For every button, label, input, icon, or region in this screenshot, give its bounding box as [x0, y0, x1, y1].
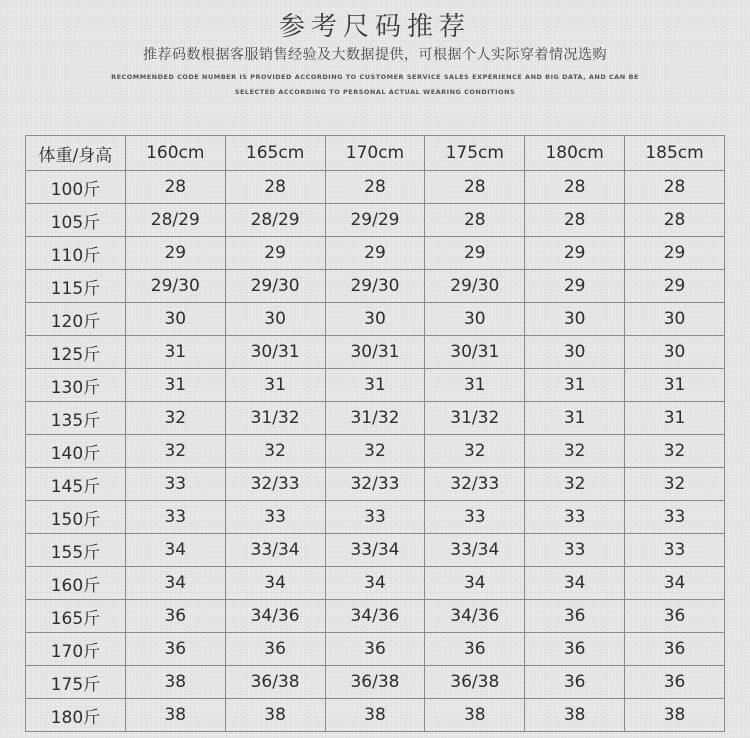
- size-cell: 32/33: [225, 468, 325, 501]
- size-cell: 29: [525, 270, 625, 303]
- weight-cell: 130斤: [26, 369, 126, 402]
- size-cell: 32: [625, 468, 725, 501]
- weight-cell: 170斤: [26, 633, 126, 666]
- size-cell: 29: [425, 237, 525, 270]
- weight-cell: 160斤: [26, 567, 126, 600]
- table-row: [26, 237, 725, 270]
- size-cell: 29: [525, 237, 625, 270]
- size-chart-body: [26, 136, 725, 732]
- size-cell: 33: [125, 501, 225, 534]
- size-cell: 29/29: [325, 204, 425, 237]
- table-row: [26, 336, 725, 369]
- size-cell: 34: [125, 567, 225, 600]
- size-cell: 36/38: [425, 666, 525, 699]
- size-cell: 29/30: [325, 270, 425, 303]
- size-cell: 34: [625, 567, 725, 600]
- size-cell: 34: [425, 567, 525, 600]
- size-cell: 34/36: [225, 600, 325, 633]
- size-cell: 36/38: [325, 666, 425, 699]
- size-cell: 32: [425, 435, 525, 468]
- size-cell: 31: [625, 402, 725, 435]
- size-cell: 34: [325, 567, 425, 600]
- size-cell: 32: [125, 435, 225, 468]
- size-cell: 31: [125, 369, 225, 402]
- size-cell: 32: [525, 468, 625, 501]
- size-cell: 34: [225, 567, 325, 600]
- size-cell: 30: [125, 303, 225, 336]
- size-cell: 33/34: [225, 534, 325, 567]
- table-row: [26, 402, 725, 435]
- size-cell: 30: [625, 336, 725, 369]
- english-description-line-2: SELECTED ACCORDING TO PERSONAL ACTUAL WEARING CONDITIONS: [234, 88, 516, 96]
- header-row: [26, 136, 725, 171]
- size-cell: 36: [125, 633, 225, 666]
- weight-cell: 150斤: [26, 501, 126, 534]
- size-cell: 32: [325, 435, 425, 468]
- size-cell: 33/34: [425, 534, 525, 567]
- table-row: [26, 204, 725, 237]
- header-cell-height: 170cm: [325, 136, 425, 171]
- size-cell: 36/38: [225, 666, 325, 699]
- size-cell: 30: [525, 303, 625, 336]
- weight-cell: 175斤: [26, 666, 126, 699]
- header-cell-height: 165cm: [225, 136, 325, 171]
- size-cell: 33: [325, 501, 425, 534]
- size-cell: 33: [425, 501, 525, 534]
- table-row: [26, 303, 725, 336]
- table-row: [26, 435, 725, 468]
- table-row: [26, 369, 725, 402]
- weight-cell: 125斤: [26, 336, 126, 369]
- size-cell: 31: [525, 402, 625, 435]
- size-cell: 36: [625, 633, 725, 666]
- size-cell: 28: [525, 171, 625, 204]
- size-cell: 31: [425, 369, 525, 402]
- size-cell: 30: [525, 336, 625, 369]
- size-cell: 32: [525, 435, 625, 468]
- size-cell: 38: [225, 699, 325, 732]
- size-cell: 33: [225, 501, 325, 534]
- size-cell: 29: [325, 237, 425, 270]
- size-cell: 33: [525, 534, 625, 567]
- size-cell: 28: [325, 171, 425, 204]
- size-cell: 36: [525, 600, 625, 633]
- size-cell: 28: [125, 171, 225, 204]
- size-cell: 28/29: [125, 204, 225, 237]
- size-cell: 34/36: [325, 600, 425, 633]
- size-cell: 29/30: [125, 270, 225, 303]
- table-row: [26, 534, 725, 567]
- size-cell: 28: [225, 171, 325, 204]
- header-cell-height: 175cm: [425, 136, 525, 171]
- size-cell: 32: [625, 435, 725, 468]
- size-cell: 31: [525, 369, 625, 402]
- weight-cell: 115斤: [26, 270, 126, 303]
- page-subtitle: 推荐码数根据客服销售经验及大数据提供，可根据个人实际穿着情况选购: [143, 47, 607, 63]
- page-title: 参考尺码推荐: [278, 12, 471, 42]
- size-cell: 38: [125, 699, 225, 732]
- size-cell: 30/31: [325, 336, 425, 369]
- size-cell: 31/32: [325, 402, 425, 435]
- weight-cell: 120斤: [26, 303, 126, 336]
- size-cell: 28: [625, 171, 725, 204]
- weight-cell: 135斤: [26, 402, 126, 435]
- size-cell: 33/34: [325, 534, 425, 567]
- weight-cell: 140斤: [26, 435, 126, 468]
- table-row: [26, 501, 725, 534]
- weight-cell: 180斤: [26, 699, 126, 732]
- header-cell-weight-height: 体重/身高: [26, 136, 126, 171]
- size-cell: 31: [325, 369, 425, 402]
- size-cell: 30/31: [425, 336, 525, 369]
- size-cell: 38: [125, 666, 225, 699]
- table-row: [26, 270, 725, 303]
- size-cell: 34: [525, 567, 625, 600]
- header-cell-height: 160cm: [125, 136, 225, 171]
- size-cell: 38: [325, 699, 425, 732]
- size-cell: 30: [325, 303, 425, 336]
- size-cell: 29/30: [425, 270, 525, 303]
- size-cell: 36: [625, 666, 725, 699]
- table-row: [26, 171, 725, 204]
- size-cell: 28: [425, 204, 525, 237]
- size-cell: 33: [625, 534, 725, 567]
- size-cell: 30: [225, 303, 325, 336]
- size-cell: 38: [625, 699, 725, 732]
- size-cell: 28: [425, 171, 525, 204]
- table-row: [26, 699, 725, 732]
- size-cell: 28/29: [225, 204, 325, 237]
- size-cell: 31/32: [425, 402, 525, 435]
- size-cell: 31: [625, 369, 725, 402]
- weight-cell: 145斤: [26, 468, 126, 501]
- weight-cell: 105斤: [26, 204, 126, 237]
- weight-cell: 100斤: [26, 171, 126, 204]
- size-cell: 36: [525, 666, 625, 699]
- size-cell: 34: [125, 534, 225, 567]
- size-cell: 31/32: [225, 402, 325, 435]
- size-cell: 32: [125, 402, 225, 435]
- size-cell: 30: [425, 303, 525, 336]
- size-cell: 30: [625, 303, 725, 336]
- weight-cell: 110斤: [26, 237, 126, 270]
- size-cell: 38: [525, 699, 625, 732]
- size-cell: 31: [125, 336, 225, 369]
- english-description: [60, 70, 690, 100]
- size-chart-table: [25, 135, 725, 732]
- weight-cell: 155斤: [26, 534, 126, 567]
- size-cell: 32/33: [425, 468, 525, 501]
- weight-cell: 165斤: [26, 600, 126, 633]
- size-cell: 33: [125, 468, 225, 501]
- english-description-line-1: RECOMMENDED CODE NUMBER IS PROVIDED ACCORDING TO CUSTOMER SERVICE SALES EXPERIENCE AND BIG DATA, AND CAN BE: [111, 73, 639, 81]
- size-cell: 36: [425, 633, 525, 666]
- size-cell: 34/36: [425, 600, 525, 633]
- header-cell-height: 185cm: [625, 136, 725, 171]
- size-cell: 33: [525, 501, 625, 534]
- table-row: [26, 567, 725, 600]
- size-cell: 36: [325, 633, 425, 666]
- size-cell: 32/33: [325, 468, 425, 501]
- size-cell: 36: [625, 600, 725, 633]
- size-cell: 36: [525, 633, 625, 666]
- size-cell: 36: [225, 633, 325, 666]
- size-cell: 38: [425, 699, 525, 732]
- size-cell: 33: [625, 501, 725, 534]
- size-cell: 28: [525, 204, 625, 237]
- table-row: [26, 666, 725, 699]
- size-cell: 36: [125, 600, 225, 633]
- size-cell: 31: [225, 369, 325, 402]
- size-cell: 29/30: [225, 270, 325, 303]
- table-row: [26, 633, 725, 666]
- size-cell: 30/31: [225, 336, 325, 369]
- table-row: [26, 600, 725, 633]
- size-cell: 29: [625, 270, 725, 303]
- size-cell: 28: [625, 204, 725, 237]
- header-cell-height: 180cm: [525, 136, 625, 171]
- size-cell: 29: [125, 237, 225, 270]
- size-cell: 32: [225, 435, 325, 468]
- size-cell: 29: [225, 237, 325, 270]
- table-row: [26, 468, 725, 501]
- size-cell: 29: [625, 237, 725, 270]
